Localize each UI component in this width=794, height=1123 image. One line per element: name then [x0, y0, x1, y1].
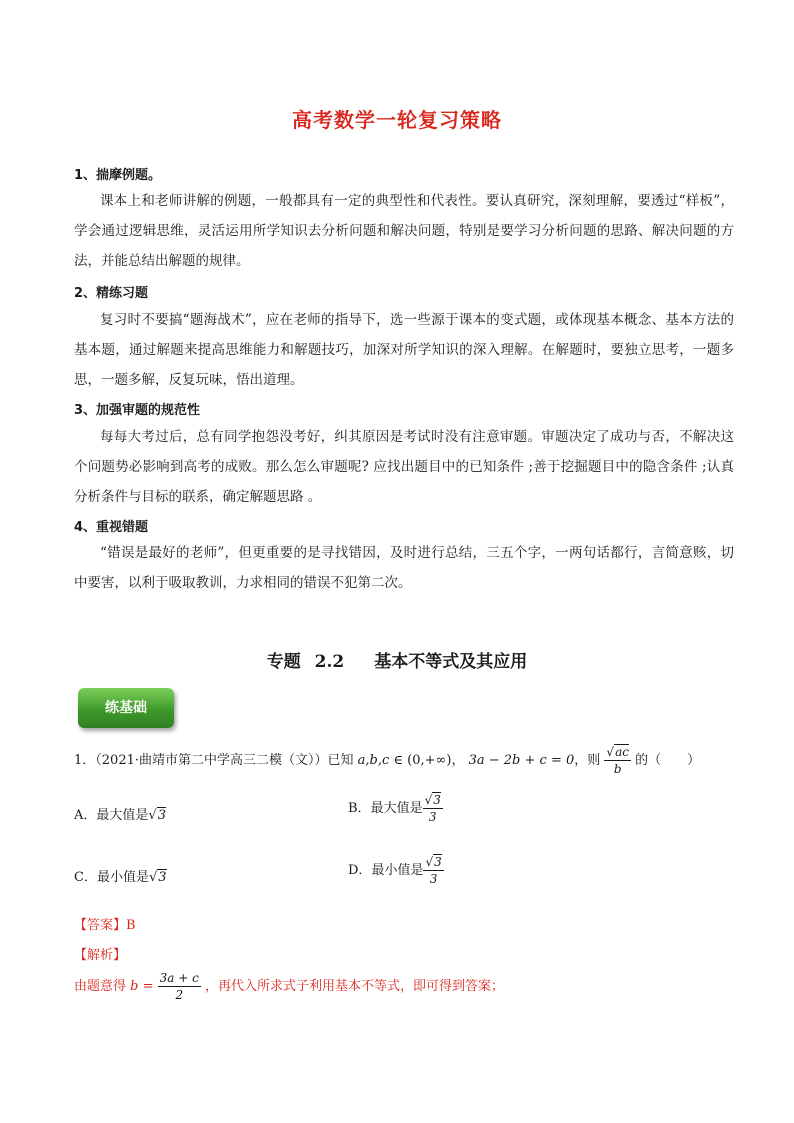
option-b-letter: B．	[348, 801, 371, 816]
option-c[interactable]: C．最小值是√3	[74, 870, 167, 885]
option-b-den: 3	[428, 810, 437, 824]
option-d-letter: D．	[348, 863, 372, 878]
option-d-text: 最小值是	[371, 863, 424, 878]
option-d[interactable]: D．最小值是 $\frac{√3}{3}$	[348, 855, 442, 886]
section-3-heading: 3、加强审题的规范性	[74, 403, 201, 418]
section-2-heading: 2、精练习题	[74, 286, 149, 301]
question-source: （2021·曲靖市第二中学高三二模（文））已知	[95, 753, 354, 768]
analysis-num: 3a + c	[159, 971, 199, 985]
section-1-body: 课本上和老师讲解的例题，一般都具有一定的典型性和代表性。要认真研究，深刻理解，要透过“样板”，学会通过逻辑思维，灵活运用所学知识去分析问题和解决问题，特别是要学习分析问题的思路、解决问题的方法，并能总结出解题的规律。	[74, 193, 734, 269]
question-vars: a,b,c	[357, 753, 390, 768]
separator: ，	[451, 753, 465, 768]
question-number: 1．	[74, 753, 96, 768]
equation: 3a − 2b + c = 0	[468, 753, 575, 768]
option-a-text: 最大值是	[96, 808, 149, 823]
option-d-radical: 3	[434, 855, 442, 869]
section-3-body: 每每大考过后，总有同学抱怨没考好，纠其原因是考试时没有注意审题。审题决定了成功与否，不解决这个问题势必影响到高考的成败。那么怎么审题呢? 应找出题目中的已知条件 ;善于挖掘题目中的隐含条件 ;认真分析条件与目标的联系，确定解题思路 。	[74, 429, 734, 505]
analysis-label: 【解析】	[74, 948, 127, 963]
option-c-letter: C．	[74, 870, 97, 885]
option-a[interactable]: A．最大值是√3	[74, 808, 166, 823]
section-4-heading: 4、重视错题	[74, 520, 149, 535]
option-c-radical: 3	[158, 870, 167, 885]
den-b: b	[613, 762, 622, 776]
page-title: 高考数学一轮复习策略	[292, 108, 502, 132]
section-1-heading: 1、揣摩例题。	[74, 168, 162, 183]
option-a-radical: 3	[157, 808, 166, 823]
analysis-line	[74, 970, 504, 1003]
question-tail: 的（ ）	[635, 753, 701, 768]
fraction-sqrt-ac-over-b: $\frac{√ac}{b}$	[606, 745, 629, 776]
option-b[interactable]: B．最大值是 $\frac{√3}{3}$	[348, 793, 441, 824]
topic-label: 专题 2.2	[266, 652, 345, 672]
section-4-body: “错误是最好的老师”，但更重要的是寻找错因，及时进行总结，三五个字，一两句话都行，言简意赅，切中要害，以利于吸取教训，力求相同的错误不犯第二次。	[74, 545, 734, 591]
analysis-prefix: 由题意得	[74, 979, 127, 994]
answer-line	[74, 914, 136, 933]
in-symbol: ∈	[393, 753, 404, 768]
analysis-suffix: ，再代入所求式子利用基本不等式，即可得到答案；	[205, 979, 505, 994]
interval: (0,+∞)	[407, 753, 452, 768]
practice-basic-button[interactable]: 练基础	[78, 688, 174, 728]
sqrt-ac: ac	[615, 745, 629, 759]
analysis-lhs: b =	[130, 979, 154, 994]
analysis-den: 2	[175, 988, 184, 1002]
answer-label: 【答案】	[74, 918, 127, 933]
analysis-fraction	[158, 970, 201, 1003]
option-c-text: 最小值是	[96, 870, 149, 885]
section-2-body: 复习时不要搞“题海战术”，应在老师的指导下，选一些源于课本的变式题，或体现基本概念、基本方法的基本题，通过解题来提高思维能力和解题技巧，加深对所学知识的深入理解。在解题时，要独立思考，一题多思，一题多解，反复玩味，悟出道理。	[74, 312, 734, 388]
answer-value: B	[126, 918, 136, 933]
topic-name: 基本不等式及其应用	[374, 652, 528, 672]
option-b-text: 最大值是	[370, 801, 423, 816]
option-a-letter: A．	[74, 808, 97, 823]
option-b-radical: 3	[433, 793, 441, 807]
topic-title	[0, 647, 794, 672]
option-d-den: 3	[429, 872, 438, 886]
question-1	[74, 744, 754, 777]
then-text: ，则	[574, 753, 601, 768]
